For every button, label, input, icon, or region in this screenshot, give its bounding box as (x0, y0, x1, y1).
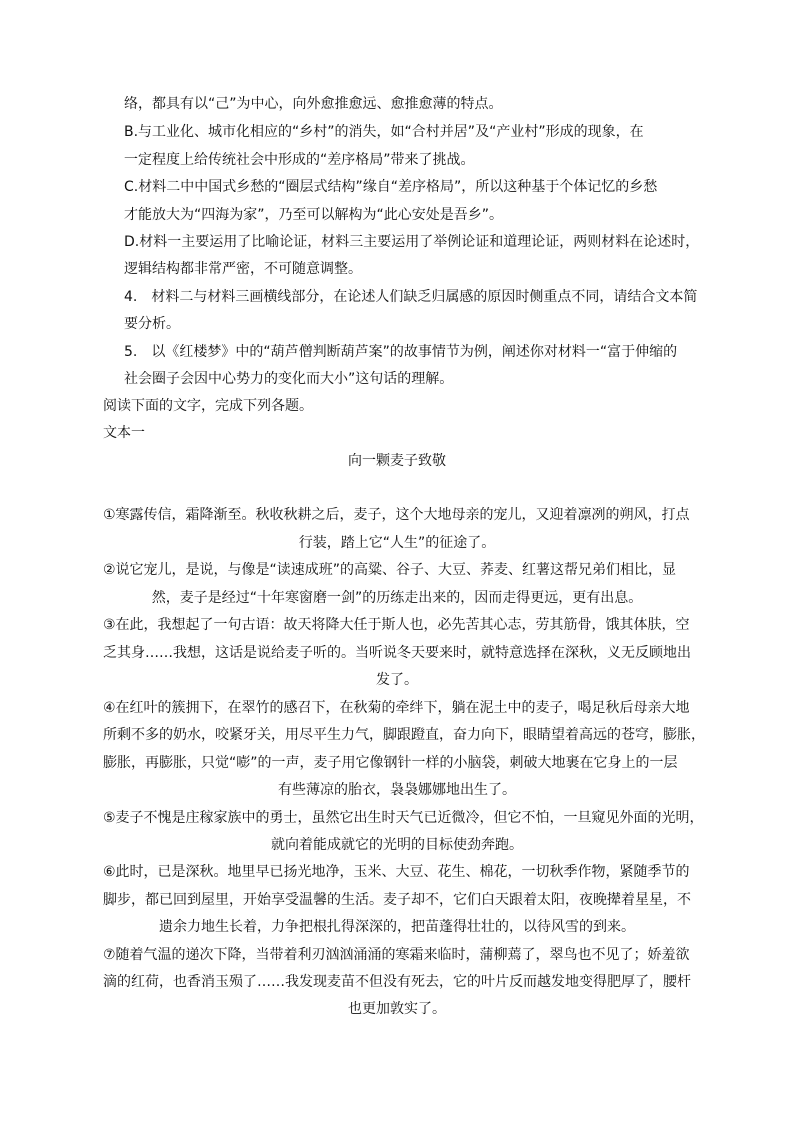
reading-instruction: 阅读下面的文字，完成下列各题。 (103, 398, 313, 414)
paragraph-5-line-1: ⑤麦子不愧是庄稼家族中的勇士，虽然它出生时天气已近微冷，但它不怕，一旦窥见外面的光明， (103, 810, 704, 826)
paragraph-3-line-1: ③在此，我想起了一句古语：故天将降大任于斯人也，必先苦其心志，劳其筋骨，饿其体肤，空 (103, 617, 690, 633)
paragraph-6-line-1: ⑥此时，已是深秋。地里早已扬光地净，玉米、大豆、花生、棉花，一切秋季作物，紧随季节的 (103, 864, 690, 880)
option-c-line-2: 才能放大为“四海为家”，乃至可以解构为“此心安处是吾乡”。 (124, 207, 504, 223)
paragraph-7-line-2: 滴的红荷，也香消玉殒了……我发现麦苗不但没有死去，它的叶片反而越发地变得肥厚了，腰杆 (103, 974, 691, 990)
paragraph-3-line-3: 发了。 (376, 672, 418, 688)
article-title: 向一颗麦子致敬 (348, 453, 446, 469)
option-b-line-2: 一定程度上给传统社会中形成的“差序格局”带来了挑战。 (124, 152, 475, 168)
paragraph-7-line-1: ⑦随着气温的递次下降，当带着利刃汹汹涌涌的寒霜来临时，蒲柳蔫了，翠鸟也不见了；娇羞欲 (103, 947, 690, 963)
paragraph-4-line-3: 膨胀，再膨胀，只觉“嘭”的一声，麦子用它像钢针一样的小脑袋，刺破大地裹在它身上的一层 (103, 755, 678, 771)
option-d-line-2: 逻辑结构都非常严密，不可随意调整。 (124, 261, 362, 277)
question-3-tail: 络，都具有以“己”为中心，向外愈推愈远、愈推愈薄的特点。 (124, 96, 503, 112)
paragraph-3-line-2: 乏其身……我想，这话是说给麦子听的。当听说冬天要来时，就特意选择在深秋，义无反顾地出 (103, 645, 691, 661)
option-c-line-1: C.材料二中中国式乡愁的“圈层式结构”缘自“差序格局”，所以这种基于个体记忆的乡愁 (124, 179, 658, 195)
question-4-line-2: 要分析。 (124, 316, 180, 332)
paragraph-4-line-2: 所剩不多的奶水，咬紧牙关，用尽平生力气，脚跟蹬直，奋力向下，眼睛望着高远的苍穹，膨胀， (103, 727, 705, 743)
paragraph-4-line-4: 有些薄凉的胎衣，袅袅娜娜地出生了。 (278, 782, 516, 798)
paragraph-6-line-3: 遗余力地生长着，力争把根扎得深深的，把苗蓬得壮壮的，以待风雪的到来。 (159, 919, 635, 935)
option-b-line-1: B.与工业化、城市化相应的“乡村”的消失，如“合村并居”及“产业村”形成的现象，在 (124, 124, 644, 140)
paragraph-1-line-1: ①寒露传信，霜降渐至。秋收秋耕之后，麦子，这个大地母亲的宠儿，又迎着凛冽的朔风，打点 (103, 507, 690, 523)
paragraph-7-line-3: 也更加敦实了。 (348, 1001, 446, 1017)
question-4-line-1: 4. 材料二与材料三画横线部分，在论述人们缺乏归属感的原因时侧重点不同，请结合文本简 (124, 289, 698, 305)
paragraph-2-line-2: 然，麦子是经过“十年寒窗磨一剑”的历练走出来的，因而走得更远，更有出息。 (151, 590, 643, 606)
option-d-line-1: D.材料一主要运用了比喻论证，材料三主要运用了举例论证和道理论证，两则材料在论述时， (124, 234, 700, 250)
paragraph-5-line-2: 就向着能成就它的光明的目标使劲奔跑。 (271, 837, 523, 853)
text-label: 文本一 (103, 425, 145, 441)
paragraph-2-line-1: ②说它宠儿，是说，与像是“读速成班”的高粱、谷子、大豆、荞麦、红薯这帮兄弟们相比，显 (103, 562, 677, 578)
paragraph-6-line-2: 脚步，都已回到屋里，开始享受温馨的生活。麦子却不，它们白天跟着太阳，夜晚撵着星星，不 (103, 892, 691, 908)
question-5-line-2: 社会圈子会因中心势力的变化而大小”这句话的理解。 (124, 371, 454, 387)
paragraph-4-line-1: ④在红叶的簇拥下，在翠竹的感召下，在秋菊的牵绊下，躺在泥土中的麦子，喝足秋后母亲大地 (103, 700, 690, 716)
paragraph-1-line-2: 行装，踏上它“人生”的征途了。 (298, 535, 496, 551)
question-5-line-1: 5. 以《红楼梦》中的“葫芦僧判断葫芦案”的故事情节为例，阐述你对材料一“富于伸缩的 (124, 344, 678, 360)
